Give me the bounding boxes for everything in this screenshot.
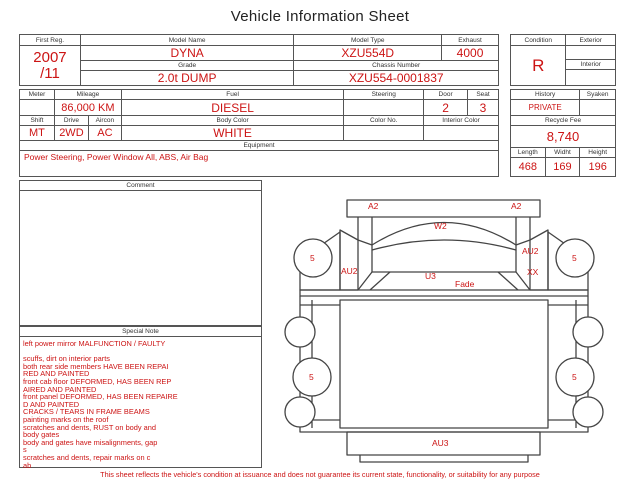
cab-left-door [340,230,358,290]
syaken-value [580,100,616,116]
width-label: Widht [545,148,580,158]
cab-left-pillar [358,217,372,245]
mileage-label: Mileage [54,90,121,100]
special-note-lines [20,337,261,471]
disclaimer-footer: This sheet reflects the vehicle's condition at issuance and does not guarantee its current state, functionality, or suitability for any purpose [100,470,540,479]
exhaust-value: 4000 [442,46,499,61]
history-label: History [511,90,580,100]
exterior-label: Exterior [566,35,616,46]
vehicle-main-table [19,34,499,86]
mark-xx: XX [527,267,539,277]
fuel-value: DIESEL [121,100,343,116]
note-line: D AND PAINTED [23,399,80,409]
cab-roof-inner [370,272,518,290]
chassis-label: Chassis Number [294,61,499,71]
model-name-label: Model Name [80,35,293,46]
seat-value: 3 [468,100,499,116]
exhaust-label: Exhaust [442,35,499,46]
mark-w2: W2 [434,221,447,231]
aircon-label: Aircon [88,116,121,126]
mark-a2-left: A2 [368,201,379,211]
model-name-value: DYNA [80,46,293,61]
vehicle-spec-table [19,89,499,177]
syaken-label: Syaken [580,90,616,100]
model-type-label: Model Type [294,35,442,46]
truck-bed-outline [300,296,588,432]
door-label: Door [424,90,468,100]
chassis-value: XZU554-0001837 [294,71,499,86]
bed-rails [300,305,588,420]
first-reg-value [20,46,81,86]
special-note-label: Special Note [20,327,261,337]
truck-damage-diagram [270,180,630,468]
cab-roof-lines [358,272,530,290]
recycle-value: 8,740 [511,126,616,148]
mark-au3: AU3 [432,438,449,448]
note-line: scratches and dents, repair marks on c [23,452,151,462]
body-color-label: Body Color [121,116,343,126]
bed-side-panels [312,300,576,428]
aircon-value: AC [88,126,121,141]
tire-rear-left-mark: 5 [309,372,314,382]
height-value: 196 [580,158,616,177]
first-reg-month: /11 [40,64,60,82]
color-no-value [344,126,424,141]
note-line: left power mirror MALFUNCTION / FAULTY [23,339,166,348]
note-line: front panel DEFORMED, HAS BEEN REPAIRE [23,392,178,402]
recycle-label: Recycle Fee [511,116,616,126]
exterior-value [566,46,616,60]
condition-grade: R [511,46,566,86]
first-reg-year: 2007 [33,48,67,66]
meter-value [20,100,55,116]
interior-color-label: Interior Color [424,116,499,126]
note-line: CRACKS / TEARS IN FRAME BEAMS [23,407,150,417]
history-table [510,89,616,177]
note-line: ab [23,460,32,470]
drive-value: 2WD [54,126,88,141]
width-value: 169 [545,158,580,177]
first-reg-label: First Reg. [20,35,81,46]
interior-color-value [424,126,499,141]
comment-text [20,191,261,195]
meter-label: Meter [20,90,55,100]
cab-back-bar [300,290,588,296]
note-line: scuffs, dirt on interior parts [23,354,110,364]
note-line: body and gates have misalignments, gap [23,437,158,447]
page-title: Vehicle Information Sheet [230,8,410,25]
mark-au2-left: AU2 [341,266,358,276]
cab-front-panel [372,250,516,272]
drive-label: Drive [54,116,88,126]
note-line: both rear side members HAVE BEEN REPAI [23,361,169,371]
condition-label: Condition [511,35,566,46]
note-line: AIRED AND PAINTED [23,384,97,394]
comment-label: Comment [20,181,261,191]
note-line: RED AND PAINTED [23,369,90,379]
tire-spare-left-icon [285,317,315,347]
grade-value: 2.0t DUMP [80,71,293,86]
height-label: Height [580,148,616,158]
mark-au2-right: AU2 [522,246,539,256]
equipment-value: Power Steering, Power Window All, ABS, Air Bag [20,151,499,177]
mileage-value: 86,000 KM [54,100,121,116]
rear-bumper [360,455,528,462]
interior-value [566,70,616,86]
seat-label: Seat [468,90,499,100]
tire-rear-right-outer-icon [573,397,603,427]
note-line: s [23,445,27,455]
steering-value [344,100,424,116]
tire-rear-right-mark: 5 [572,372,577,382]
tire-rear-left-outer-icon [285,397,315,427]
steering-label: Steering [344,90,424,100]
note-line: body gates [23,430,60,440]
fuel-label: Fuel [121,90,343,100]
truck-bed-floor [340,300,548,428]
special-note-box [19,326,262,468]
note-line: scratches and dents, RUST on body and [23,422,156,432]
mark-u3: U3 [425,271,436,281]
comment-box [19,180,262,326]
tire-spare-right-icon [573,317,603,347]
note-line: front cab floor DEFORMED, HAS BEEN REP [23,376,172,386]
color-no-label: Color No. [344,116,424,126]
shift-label: Shift [20,116,55,126]
note-line: painting marks on the roof [23,414,109,424]
length-label: Length [511,148,546,158]
grade-label: Grade [80,61,293,71]
tire-front-right-mark: 5 [572,253,577,263]
condition-table [510,34,616,86]
cab-right-door [530,230,548,290]
mark-fade: Fade [455,279,475,289]
length-value: 468 [511,158,546,177]
shift-value: MT [20,126,55,141]
history-value: PRIVATE [511,100,580,116]
tire-front-left-mark: 5 [310,253,315,263]
cab-right-pillar [516,217,530,245]
body-color-value: WHITE [121,126,343,141]
equipment-label: Equipment [20,141,499,151]
interior-label: Interior [566,60,616,70]
model-type-value: XZU554D [294,46,442,61]
door-value: 2 [424,100,468,116]
mark-a2-right: A2 [511,201,522,211]
